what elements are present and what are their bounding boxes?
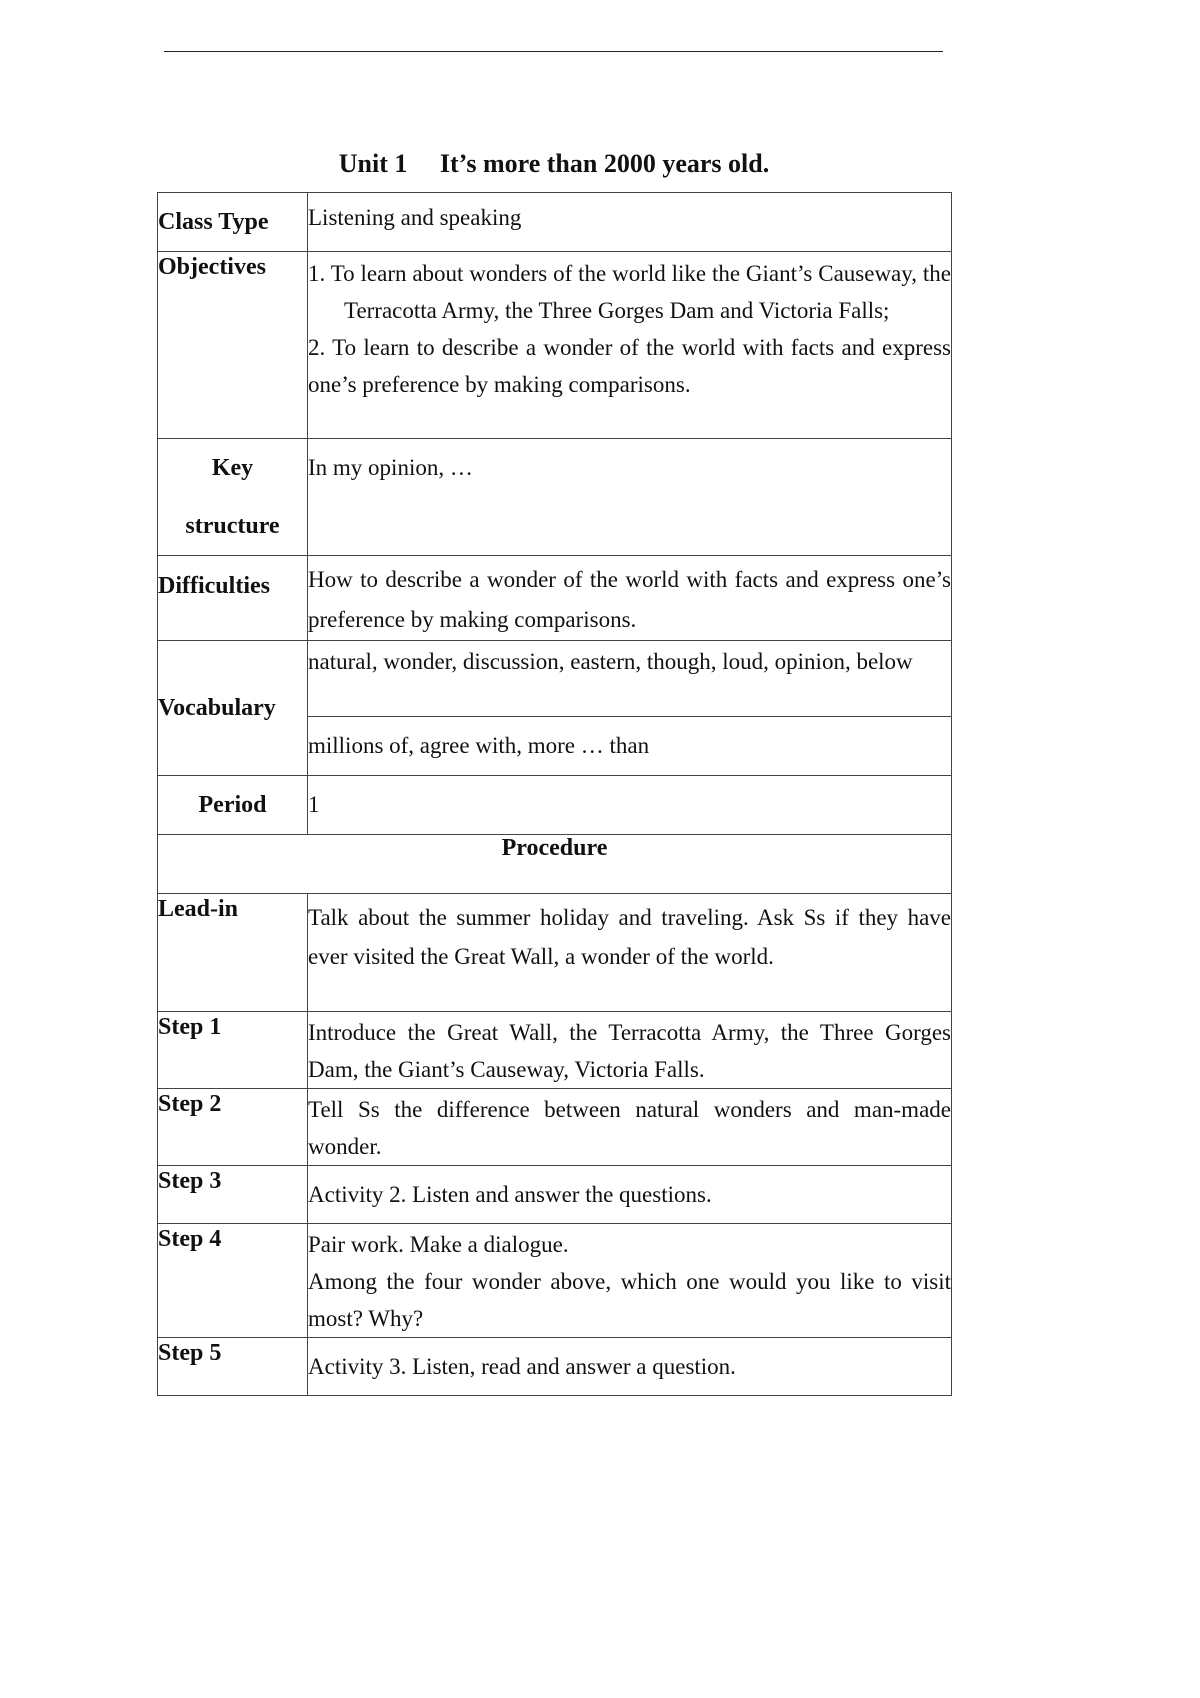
step-5-label: Step 5 [158, 1338, 308, 1396]
row-class-type [158, 193, 952, 252]
class-type-label: Class Type [158, 193, 308, 252]
objective-item-1: 1. To learn about wonders of the world like the Giant’s Causeway, the Terracotta Army, the Three Gorges Dam and Victoria Falls; [308, 261, 951, 323]
period-value: 1 [308, 776, 952, 835]
row-step-4 [158, 1224, 952, 1338]
vocabulary-phrases: millions of, agree with, more … than [308, 717, 952, 776]
step-2-value: Tell Ss the difference between natural wonders and man-made wonder. [308, 1089, 952, 1166]
row-lead-in [158, 894, 952, 1012]
row-key-structure [158, 439, 952, 556]
step-4-line-1: Pair work. Make a dialogue. [308, 1232, 569, 1257]
lesson-plan-table [157, 192, 952, 1396]
header-rule [164, 51, 943, 52]
lead-in-value: Talk about the summer holiday and traveling. Ask Ss if they have ever visited the Great Wall, a wonder of the world. [308, 894, 952, 1012]
step-4-line-2: Among the four wonder above, which one would you like to visit most? Why? [308, 1269, 951, 1331]
key-structure-value: In my opinion, … [308, 439, 952, 556]
document-title: Unit 1 It’s more than 2000 years old. [338, 149, 770, 178]
step-4-value [308, 1224, 952, 1338]
difficulties-label: Difficulties [158, 556, 308, 641]
row-objectives [158, 252, 952, 439]
procedure-heading: Procedure [158, 835, 952, 894]
row-step-2 [158, 1089, 952, 1166]
row-step-1 [158, 1012, 952, 1089]
row-procedure-heading [158, 835, 952, 894]
step-3-label: Step 3 [158, 1166, 308, 1224]
row-step-5 [158, 1338, 952, 1396]
step-2-label: Step 2 [158, 1089, 308, 1166]
key-structure-label-line1: Key [211, 455, 254, 481]
row-period [158, 776, 952, 835]
step-5-value: Activity 3. Listen, read and answer a question. [308, 1338, 952, 1396]
objective-item-2: 2. To learn to describe a wonder of the world with facts and express one’s preference by making comparisons. [308, 335, 951, 397]
lead-in-label: Lead-in [158, 894, 308, 1012]
row-vocabulary-words [158, 641, 952, 717]
step-1-label: Step 1 [158, 1012, 308, 1089]
step-3-value: Activity 2. Listen and answer the questions. [308, 1166, 952, 1224]
objectives-label: Objectives [158, 252, 308, 439]
objectives-value [308, 252, 952, 439]
period-label: Period [158, 776, 308, 835]
vocabulary-label: Vocabulary [158, 641, 308, 776]
key-structure-label-line2: structure [185, 513, 280, 539]
step-4-label: Step 4 [158, 1224, 308, 1338]
row-difficulties [158, 556, 952, 641]
vocabulary-words: natural, wonder, discussion, eastern, though, loud, opinion, below [308, 641, 952, 717]
row-step-3 [158, 1166, 952, 1224]
class-type-value: Listening and speaking [308, 193, 952, 252]
step-1-value: Introduce the Great Wall, the Terracotta Army, the Three Gorges Dam, the Giant’s Causeway, Victoria Falls. [308, 1012, 952, 1089]
difficulties-value: How to describe a wonder of the world with facts and express one’s preference by making comparisons. [308, 556, 952, 641]
key-structure-label [158, 439, 308, 556]
